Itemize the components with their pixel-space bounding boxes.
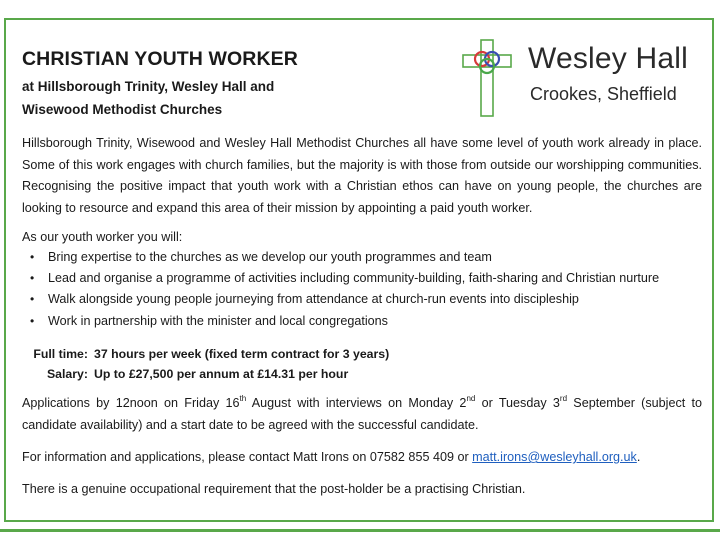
list-item: • Lead and organise a programme of activities including community-building, faith-sharing and Christian nurture: [22, 268, 659, 289]
bullet-icon: •: [30, 250, 35, 264]
fulltime-label: Full time:: [33, 347, 88, 361]
duties-list: [22, 247, 659, 332]
salary-value: Up to £27,500 per annum at £14.31 per hour: [94, 367, 349, 381]
bullet-icon: •: [30, 313, 35, 328]
requirement-paragraph: There is a genuine occupational requirement that the post-holder be a practising Christian.: [22, 482, 526, 496]
salary-row: [22, 364, 389, 384]
logo-place: Crookes, Sheffield: [530, 84, 677, 104]
contact-paragraph: For information and applications, please contact Matt Irons on 07582 855 409 or matt.irons@wesleyhall.org.uk.: [22, 450, 641, 464]
subtitle-line-1: at Hillsborough Trinity, Wesley Hall and: [22, 79, 275, 94]
applications-paragraph: Applications by 12noon on Friday 16th August with interviews on Monday 2nd or Tuesday 3rd September (subject to candidate availability) and a start date to be agreed with the successful candidate.: [22, 394, 703, 432]
cross-icon: [463, 40, 511, 116]
logo-name: Wesley Hall: [528, 42, 689, 75]
fulltime-value: 37 hours per week (fixed term contract for 3 years): [94, 347, 390, 361]
job-terms: [22, 344, 389, 384]
bullet-icon: •: [30, 271, 35, 286]
bullet-icon: •: [30, 292, 35, 307]
list-item: • Work in partnership with the minister and local congregations: [22, 311, 659, 332]
bottom-rule: [0, 529, 720, 532]
salary-label: Salary:: [46, 367, 88, 381]
intro-paragraph: Hillsborough Trinity, Wisewood and Wesley Hall Methodist Churches all have some level of youth work already in place. Some of this work engages with church families, but the majority is with those from outside our worshipping communities. Recognising the positive impact that youth work with a Christian ethos can have on young people, the churches are looking to resource and expand this area of their mission by appointing a paid youth worker.: [22, 136, 702, 215]
fulltime-row: [22, 344, 389, 364]
duties-intro: As our youth worker you will:: [22, 230, 183, 244]
email-link[interactable]: matt.irons@wesleyhall.org.uk: [472, 450, 637, 464]
list-item: • Bring expertise to the churches as we develop our youth programmes and team: [22, 247, 659, 268]
subtitle-line-2: Wisewood Methodist Churches: [22, 102, 223, 117]
job-title: CHRISTIAN YOUTH WORKER: [22, 48, 298, 70]
list-item: • Walk alongside young people journeying from attendance at church-run events into discipleship: [22, 289, 659, 310]
